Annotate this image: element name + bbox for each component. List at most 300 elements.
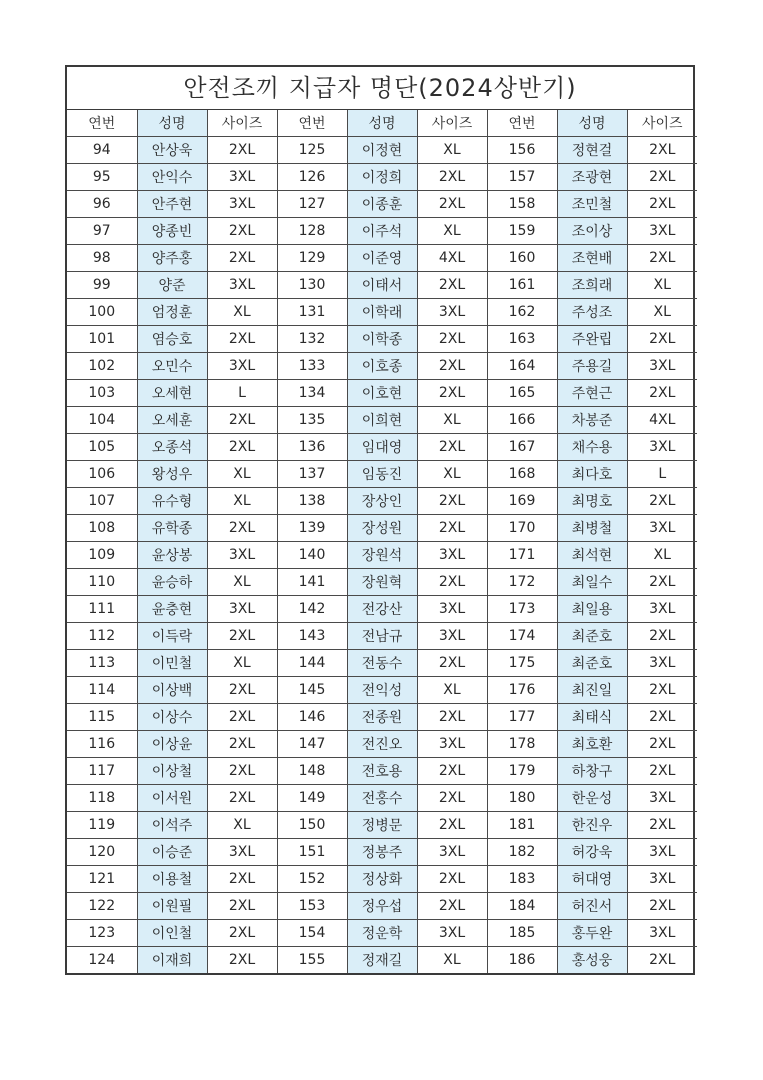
- cell-size: XL: [417, 407, 487, 434]
- cell-size: 2XL: [207, 515, 277, 542]
- cell-number: 130: [277, 272, 347, 299]
- cell-number: 144: [277, 650, 347, 677]
- cell-number: 129: [277, 245, 347, 272]
- cell-name: 정병문: [347, 812, 417, 839]
- header-name: 성명: [347, 110, 417, 137]
- cell-name: 허강욱: [557, 839, 627, 866]
- cell-size: 2XL: [627, 731, 697, 758]
- table-row: [67, 191, 697, 218]
- cell-number: 124: [67, 947, 137, 974]
- cell-name: 전호용: [347, 758, 417, 785]
- header-name: 성명: [137, 110, 207, 137]
- cell-name: 임동진: [347, 461, 417, 488]
- cell-name: 안주현: [137, 191, 207, 218]
- cell-size: 3XL: [417, 839, 487, 866]
- table-row: [67, 704, 697, 731]
- cell-number: 145: [277, 677, 347, 704]
- cell-size: XL: [207, 569, 277, 596]
- table-row: [67, 542, 697, 569]
- cell-size: XL: [627, 299, 697, 326]
- cell-name: 최준호: [557, 650, 627, 677]
- cell-number: 126: [277, 164, 347, 191]
- table-row: [67, 245, 697, 272]
- table-row: [67, 758, 697, 785]
- table-row: [67, 650, 697, 677]
- cell-number: 151: [277, 839, 347, 866]
- cell-number: 108: [67, 515, 137, 542]
- cell-name: 윤충현: [137, 596, 207, 623]
- table-row: [67, 380, 697, 407]
- cell-size: 2XL: [417, 866, 487, 893]
- header-number: 연번: [487, 110, 557, 137]
- cell-name: 조희래: [557, 272, 627, 299]
- cell-name: 이학종: [347, 326, 417, 353]
- cell-number: 117: [67, 758, 137, 785]
- cell-size: 2XL: [417, 893, 487, 920]
- cell-number: 140: [277, 542, 347, 569]
- cell-number: 141: [277, 569, 347, 596]
- cell-name: 주성조: [557, 299, 627, 326]
- header-size: 사이즈: [627, 110, 697, 137]
- cell-number: 147: [277, 731, 347, 758]
- table-row: [67, 515, 697, 542]
- header-name: 성명: [557, 110, 627, 137]
- cell-number: 166: [487, 407, 557, 434]
- cell-number: 177: [487, 704, 557, 731]
- cell-number: 135: [277, 407, 347, 434]
- cell-number: 171: [487, 542, 557, 569]
- cell-size: XL: [207, 650, 277, 677]
- cell-size: 3XL: [627, 515, 697, 542]
- cell-number: 184: [487, 893, 557, 920]
- cell-name: 안상욱: [137, 137, 207, 164]
- cell-size: 3XL: [207, 839, 277, 866]
- cell-size: 3XL: [627, 434, 697, 461]
- cell-number: 175: [487, 650, 557, 677]
- cell-number: 146: [277, 704, 347, 731]
- cell-name: 정봉주: [347, 839, 417, 866]
- cell-size: 2XL: [207, 920, 277, 947]
- cell-size: XL: [417, 137, 487, 164]
- table-row: [67, 218, 697, 245]
- cell-number: 148: [277, 758, 347, 785]
- cell-number: 150: [277, 812, 347, 839]
- cell-size: 2XL: [627, 758, 697, 785]
- cell-number: 143: [277, 623, 347, 650]
- cell-size: 2XL: [417, 434, 487, 461]
- cell-size: 3XL: [627, 596, 697, 623]
- table-row: [67, 164, 697, 191]
- cell-number: 95: [67, 164, 137, 191]
- cell-name: 허대영: [557, 866, 627, 893]
- cell-size: 4XL: [627, 407, 697, 434]
- cell-size: 2XL: [627, 677, 697, 704]
- cell-number: 182: [487, 839, 557, 866]
- cell-name: 이준영: [347, 245, 417, 272]
- cell-number: 153: [277, 893, 347, 920]
- cell-size: 2XL: [207, 758, 277, 785]
- cell-size: 2XL: [417, 812, 487, 839]
- cell-number: 163: [487, 326, 557, 353]
- cell-size: 3XL: [627, 353, 697, 380]
- cell-size: 3XL: [627, 920, 697, 947]
- cell-name: 조현배: [557, 245, 627, 272]
- cell-name: 전강산: [347, 596, 417, 623]
- table-row: [67, 947, 697, 974]
- cell-number: 120: [67, 839, 137, 866]
- cell-size: L: [207, 380, 277, 407]
- cell-size: XL: [417, 218, 487, 245]
- cell-size: 2XL: [627, 191, 697, 218]
- cell-number: 101: [67, 326, 137, 353]
- cell-number: 167: [487, 434, 557, 461]
- cell-size: 2XL: [627, 137, 697, 164]
- cell-name: 이민철: [137, 650, 207, 677]
- cell-name: 양준: [137, 272, 207, 299]
- cell-number: 161: [487, 272, 557, 299]
- cell-number: 157: [487, 164, 557, 191]
- cell-number: 116: [67, 731, 137, 758]
- table-row: [67, 812, 697, 839]
- cell-size: 2XL: [627, 380, 697, 407]
- cell-name: 정현걸: [557, 137, 627, 164]
- cell-number: 105: [67, 434, 137, 461]
- cell-size: 2XL: [417, 380, 487, 407]
- cell-number: 111: [67, 596, 137, 623]
- cell-size: 3XL: [627, 839, 697, 866]
- cell-size: 2XL: [207, 137, 277, 164]
- cell-name: 최호환: [557, 731, 627, 758]
- cell-size: 2XL: [627, 245, 697, 272]
- cell-name: 최다호: [557, 461, 627, 488]
- cell-name: 이상철: [137, 758, 207, 785]
- cell-name: 이득락: [137, 623, 207, 650]
- cell-number: 109: [67, 542, 137, 569]
- cell-number: 128: [277, 218, 347, 245]
- cell-number: 106: [67, 461, 137, 488]
- cell-name: 이종훈: [347, 191, 417, 218]
- cell-number: 170: [487, 515, 557, 542]
- cell-name: 최석현: [557, 542, 627, 569]
- table-row: [67, 461, 697, 488]
- cell-size: 2XL: [417, 650, 487, 677]
- cell-name: 이호종: [347, 353, 417, 380]
- cell-size: 3XL: [417, 299, 487, 326]
- cell-name: 주용길: [557, 353, 627, 380]
- cell-name: 전종원: [347, 704, 417, 731]
- cell-number: 123: [67, 920, 137, 947]
- cell-name: 이상수: [137, 704, 207, 731]
- cell-name: 이서원: [137, 785, 207, 812]
- cell-number: 133: [277, 353, 347, 380]
- cell-number: 168: [487, 461, 557, 488]
- cell-size: 2XL: [207, 326, 277, 353]
- cell-size: 2XL: [417, 758, 487, 785]
- cell-name: 윤승하: [137, 569, 207, 596]
- cell-name: 이원필: [137, 893, 207, 920]
- cell-size: 2XL: [207, 785, 277, 812]
- table-row: [67, 353, 697, 380]
- cell-size: 2XL: [207, 947, 277, 974]
- cell-name: 정우섭: [347, 893, 417, 920]
- cell-name: 홍성웅: [557, 947, 627, 974]
- cell-size: 2XL: [627, 893, 697, 920]
- cell-name: 엄정훈: [137, 299, 207, 326]
- cell-number: 118: [67, 785, 137, 812]
- cell-name: 이주석: [347, 218, 417, 245]
- cell-name: 홍두완: [557, 920, 627, 947]
- table-row: [67, 488, 697, 515]
- cell-size: 3XL: [207, 542, 277, 569]
- cell-name: 양종빈: [137, 218, 207, 245]
- cell-name: 최일용: [557, 596, 627, 623]
- cell-name: 최병철: [557, 515, 627, 542]
- cell-name: 최명호: [557, 488, 627, 515]
- cell-number: 125: [277, 137, 347, 164]
- table-row: [67, 623, 697, 650]
- table-row: [67, 677, 697, 704]
- cell-name: 양주홍: [137, 245, 207, 272]
- cell-number: 97: [67, 218, 137, 245]
- cell-number: 160: [487, 245, 557, 272]
- cell-number: 174: [487, 623, 557, 650]
- cell-size: 2XL: [207, 245, 277, 272]
- cell-number: 176: [487, 677, 557, 704]
- cell-number: 122: [67, 893, 137, 920]
- cell-size: XL: [207, 488, 277, 515]
- cell-number: 103: [67, 380, 137, 407]
- cell-size: 2XL: [417, 353, 487, 380]
- cell-name: 이희현: [347, 407, 417, 434]
- cell-size: 3XL: [417, 920, 487, 947]
- cell-number: 159: [487, 218, 557, 245]
- cell-name: 주완립: [557, 326, 627, 353]
- cell-name: 전진오: [347, 731, 417, 758]
- header-size: 사이즈: [417, 110, 487, 137]
- cell-size: XL: [627, 272, 697, 299]
- cell-name: 전남규: [347, 623, 417, 650]
- table-row: [67, 299, 697, 326]
- table-row: [67, 407, 697, 434]
- cell-size: 2XL: [627, 569, 697, 596]
- cell-size: 2XL: [417, 326, 487, 353]
- cell-number: 98: [67, 245, 137, 272]
- cell-size: 2XL: [207, 218, 277, 245]
- cell-size: 3XL: [207, 596, 277, 623]
- cell-number: 99: [67, 272, 137, 299]
- cell-number: 121: [67, 866, 137, 893]
- cell-size: L: [627, 461, 697, 488]
- table-row: [67, 920, 697, 947]
- cell-size: 2XL: [627, 812, 697, 839]
- cell-number: 152: [277, 866, 347, 893]
- cell-size: 3XL: [627, 218, 697, 245]
- cell-number: 183: [487, 866, 557, 893]
- cell-size: 2XL: [207, 677, 277, 704]
- cell-number: 114: [67, 677, 137, 704]
- cell-number: 180: [487, 785, 557, 812]
- cell-number: 185: [487, 920, 557, 947]
- table-row: [67, 596, 697, 623]
- cell-name: 장성원: [347, 515, 417, 542]
- cell-number: 179: [487, 758, 557, 785]
- cell-size: 2XL: [207, 407, 277, 434]
- cell-number: 138: [277, 488, 347, 515]
- table-row: [67, 866, 697, 893]
- cell-size: 2XL: [627, 947, 697, 974]
- cell-number: 127: [277, 191, 347, 218]
- cell-size: 2XL: [417, 704, 487, 731]
- cell-number: 134: [277, 380, 347, 407]
- cell-size: 2XL: [627, 704, 697, 731]
- cell-size: 3XL: [627, 866, 697, 893]
- cell-number: 186: [487, 947, 557, 974]
- cell-number: 96: [67, 191, 137, 218]
- roster-body: [67, 137, 697, 974]
- cell-name: 이정현: [347, 137, 417, 164]
- cell-name: 최태식: [557, 704, 627, 731]
- cell-name: 이인철: [137, 920, 207, 947]
- cell-name: 한운성: [557, 785, 627, 812]
- cell-number: 172: [487, 569, 557, 596]
- cell-size: 2XL: [627, 326, 697, 353]
- roster-sheet: [65, 65, 695, 975]
- cell-name: 이상백: [137, 677, 207, 704]
- table-row: [67, 785, 697, 812]
- header-row: [67, 110, 697, 137]
- cell-name: 장상인: [347, 488, 417, 515]
- cell-name: 최진일: [557, 677, 627, 704]
- cell-name: 전홍수: [347, 785, 417, 812]
- cell-size: 3XL: [417, 731, 487, 758]
- cell-name: 임대영: [347, 434, 417, 461]
- cell-name: 정운학: [347, 920, 417, 947]
- cell-number: 165: [487, 380, 557, 407]
- cell-name: 오세현: [137, 380, 207, 407]
- cell-size: 2XL: [207, 731, 277, 758]
- cell-name: 한진우: [557, 812, 627, 839]
- cell-size: 3XL: [207, 164, 277, 191]
- cell-size: 2XL: [627, 488, 697, 515]
- cell-name: 오종석: [137, 434, 207, 461]
- cell-number: 112: [67, 623, 137, 650]
- cell-size: 2XL: [417, 191, 487, 218]
- cell-name: 최준호: [557, 623, 627, 650]
- page-title: 안전조끼 지급자 명단(2024상반기): [67, 67, 693, 110]
- cell-size: 2XL: [417, 488, 487, 515]
- cell-size: 2XL: [207, 434, 277, 461]
- roster-table: [67, 110, 697, 973]
- cell-name: 정재길: [347, 947, 417, 974]
- cell-size: XL: [627, 542, 697, 569]
- table-row: [67, 731, 697, 758]
- cell-name: 주현근: [557, 380, 627, 407]
- cell-name: 이학래: [347, 299, 417, 326]
- cell-name: 장원혁: [347, 569, 417, 596]
- cell-size: 2XL: [417, 785, 487, 812]
- cell-number: 142: [277, 596, 347, 623]
- cell-size: XL: [417, 461, 487, 488]
- cell-size: 3XL: [417, 623, 487, 650]
- cell-size: 2XL: [417, 272, 487, 299]
- cell-name: 이상윤: [137, 731, 207, 758]
- table-row: [67, 893, 697, 920]
- header-size: 사이즈: [207, 110, 277, 137]
- cell-size: 2XL: [207, 866, 277, 893]
- cell-name: 전익성: [347, 677, 417, 704]
- cell-number: 155: [277, 947, 347, 974]
- cell-size: 2XL: [627, 623, 697, 650]
- cell-number: 139: [277, 515, 347, 542]
- table-row: [67, 569, 697, 596]
- cell-size: 2XL: [417, 569, 487, 596]
- cell-name: 장원석: [347, 542, 417, 569]
- cell-number: 104: [67, 407, 137, 434]
- cell-name: 유학종: [137, 515, 207, 542]
- cell-name: 이태서: [347, 272, 417, 299]
- cell-size: 3XL: [417, 596, 487, 623]
- cell-name: 안익수: [137, 164, 207, 191]
- cell-name: 이석주: [137, 812, 207, 839]
- cell-number: 136: [277, 434, 347, 461]
- cell-name: 최일수: [557, 569, 627, 596]
- cell-name: 이정희: [347, 164, 417, 191]
- cell-number: 164: [487, 353, 557, 380]
- cell-size: 3XL: [207, 353, 277, 380]
- cell-number: 181: [487, 812, 557, 839]
- cell-size: 2XL: [417, 515, 487, 542]
- cell-number: 115: [67, 704, 137, 731]
- cell-name: 이재희: [137, 947, 207, 974]
- cell-number: 110: [67, 569, 137, 596]
- cell-size: XL: [207, 299, 277, 326]
- cell-name: 오민수: [137, 353, 207, 380]
- cell-size: 3XL: [627, 650, 697, 677]
- cell-name: 오세훈: [137, 407, 207, 434]
- cell-size: XL: [207, 812, 277, 839]
- cell-number: 107: [67, 488, 137, 515]
- cell-size: 2XL: [207, 704, 277, 731]
- cell-number: 162: [487, 299, 557, 326]
- cell-number: 100: [67, 299, 137, 326]
- cell-size: XL: [417, 677, 487, 704]
- table-row: [67, 326, 697, 353]
- table-row: [67, 839, 697, 866]
- cell-name: 차봉준: [557, 407, 627, 434]
- cell-name: 왕성우: [137, 461, 207, 488]
- cell-size: 2XL: [417, 164, 487, 191]
- cell-number: 169: [487, 488, 557, 515]
- cell-number: 131: [277, 299, 347, 326]
- cell-size: 3XL: [207, 272, 277, 299]
- cell-name: 하창구: [557, 758, 627, 785]
- table-row: [67, 137, 697, 164]
- header-number: 연번: [277, 110, 347, 137]
- cell-number: 94: [67, 137, 137, 164]
- cell-size: 3XL: [627, 785, 697, 812]
- cell-size: 3XL: [207, 191, 277, 218]
- cell-name: 채수용: [557, 434, 627, 461]
- cell-size: 2XL: [627, 164, 697, 191]
- cell-name: 이호현: [347, 380, 417, 407]
- cell-size: XL: [417, 947, 487, 974]
- table-row: [67, 434, 697, 461]
- cell-number: 132: [277, 326, 347, 353]
- table-row: [67, 272, 697, 299]
- cell-name: 조이상: [557, 218, 627, 245]
- cell-number: 149: [277, 785, 347, 812]
- cell-number: 178: [487, 731, 557, 758]
